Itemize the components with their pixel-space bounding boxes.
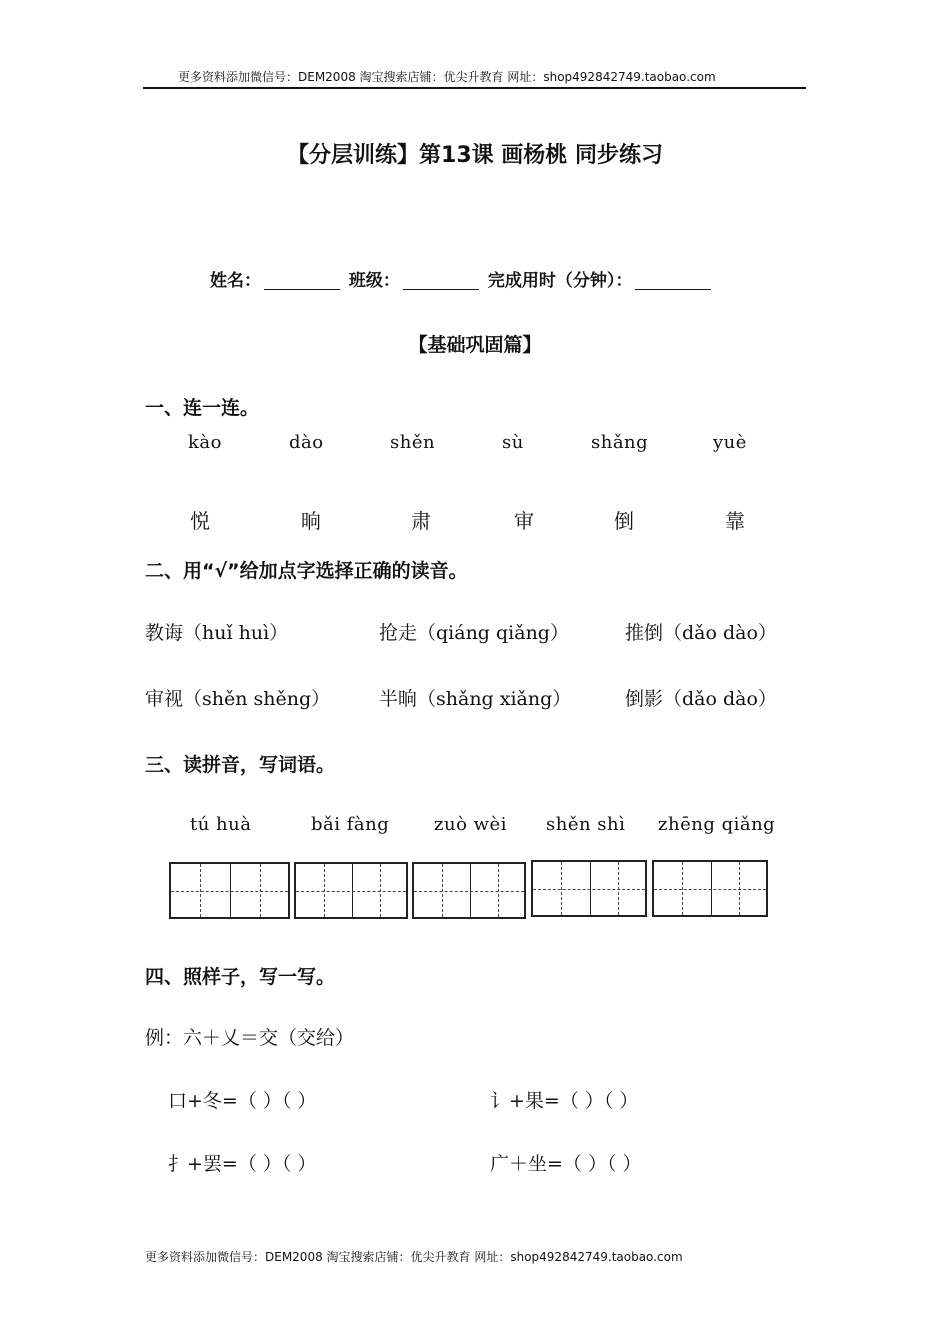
q2-item: 审视（shěn shěng） [145,688,331,710]
q2-item: 推倒（dǎo dào） [625,622,777,644]
name-label: 姓名： [210,271,261,291]
class-label: 班级： [348,271,400,291]
time-blank[interactable] [635,271,711,290]
q1-hanzi: 悦 [190,509,210,533]
q3-pinyin: bǎi fàng [311,814,390,835]
q1-pinyin: dào [289,432,324,453]
q2-item: 抢走（qiáng qiǎng） [379,622,569,644]
q4-item: 口+冬=（ ）（ ） [168,1090,317,1112]
q1-hanzi: 晌 [301,509,321,533]
q4-item: 讠+果=（ ）（ ） [490,1090,639,1112]
q3-pinyin: zhēng qiǎng [658,814,776,835]
q3-pinyin: zuò wèi [434,814,507,835]
q4-title: 四、照样子，写一写。 [145,966,336,988]
q1-pinyin: sù [502,432,524,453]
student-info-line [210,266,714,291]
q1-pinyin: kào [188,432,222,453]
q2-item: 倒影（dǎo dào） [625,688,777,710]
writing-grid[interactable] [531,860,647,917]
q1-hanzi: 靠 [725,509,745,533]
name-blank[interactable] [264,271,340,290]
q2-title: 二、用“√”给加点字选择正确的读音。 [145,560,468,582]
page-footer: 更多资料添加微信号：DEM2008 淘宝搜索店铺：优尖升教育 网址：shop492842749.taobao.com [145,1250,683,1264]
writing-grid[interactable] [412,862,526,919]
q4-item: 广＋坐=（ ）（ ） [490,1153,642,1175]
page-header: 更多资料添加微信号：DEM2008 淘宝搜索店铺：优尖升教育 网址：shop492842749.taobao.com [178,70,716,84]
page-title: 【分层训练】第13课 画杨桃 同步练习 [287,143,663,168]
header-rule [143,87,806,89]
q3-title: 三、读拼音，写词语。 [145,754,336,776]
q1-pinyin: shěn [390,432,436,453]
q1-hanzi: 倒 [614,509,634,533]
q2-item: 教诲（huǐ huì） [145,622,289,644]
q4-example: 例：六＋乂＝交（交给） [145,1027,355,1049]
q2-item: 半晌（shǎng xiǎng） [379,688,572,710]
q3-pinyin: tú huà [190,814,252,835]
writing-grid[interactable] [652,860,768,917]
class-blank[interactable] [403,271,479,290]
writing-grid[interactable] [294,862,408,919]
q4-item: 扌+罢=（ ）（ ） [168,1153,317,1175]
q1-title: 一、连一连。 [145,397,260,419]
q1-hanzi: 审 [514,509,534,533]
q1-pinyin: shǎng [591,432,649,453]
writing-grid[interactable] [169,862,290,919]
q1-hanzi: 肃 [411,509,431,533]
q1-pinyin: yuè [713,432,747,453]
section-title: 【基础巩固篇】 [408,334,542,356]
time-label: 完成用时（分钟）： [487,271,633,291]
q3-pinyin: shěn shì [546,814,626,835]
